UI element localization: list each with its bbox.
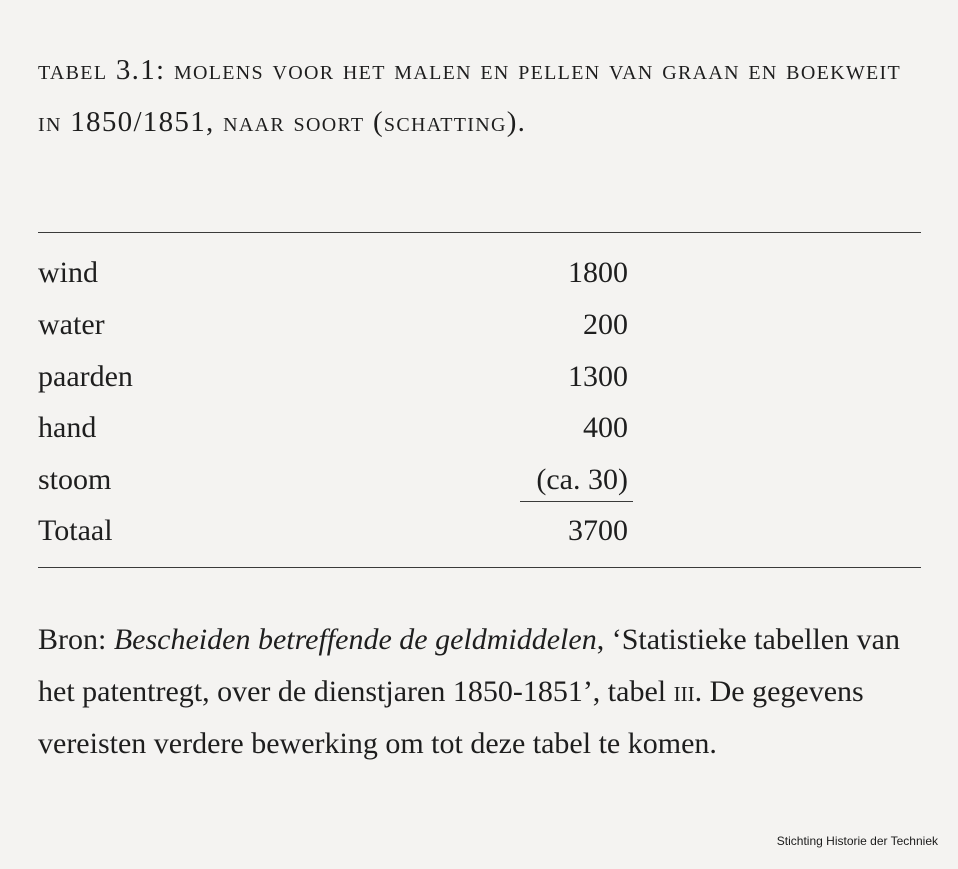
row-label: paarden	[38, 360, 133, 393]
source-note	[38, 614, 933, 770]
row-value: 1800	[568, 256, 628, 289]
row-label: water	[38, 308, 105, 341]
row-label: wind	[38, 256, 98, 289]
row-value: 1300	[568, 360, 628, 393]
source-table-ref: iii	[673, 675, 695, 708]
table-row	[38, 256, 628, 300]
table-top-rule	[38, 232, 921, 233]
table-total-row	[38, 514, 628, 558]
table-row	[38, 360, 628, 404]
table-row	[38, 308, 628, 352]
table-row	[38, 411, 628, 455]
total-value: 3700	[568, 514, 628, 547]
source-title: Bescheiden betreffende de geldmiddelen	[113, 623, 597, 656]
table-bottom-rule	[38, 567, 921, 568]
row-value: 200	[583, 308, 628, 341]
source-middle: , ‘Statistieke tabellen van het patentregt, over de dienstjaren 1850-1851’, tabel	[38, 623, 900, 708]
table-caption: tabel 3.1: molens voor het malen en pellen van graan en boekweit in 1850/1851, naar soort (schatting).	[38, 54, 901, 138]
sum-underline	[520, 501, 633, 502]
source-suffix: . De gegevens vereisten verdere bewerking om tot deze tabel te komen.	[38, 675, 864, 760]
total-label: Totaal	[38, 514, 113, 547]
row-label: hand	[38, 411, 97, 444]
publisher-credit: Stichting Historie der Techniek	[776, 834, 938, 848]
row-value: 400	[583, 411, 628, 444]
row-value: (ca. 30)	[536, 463, 628, 496]
row-label: stoom	[38, 463, 112, 496]
source-prefix: Bron:	[38, 623, 114, 656]
